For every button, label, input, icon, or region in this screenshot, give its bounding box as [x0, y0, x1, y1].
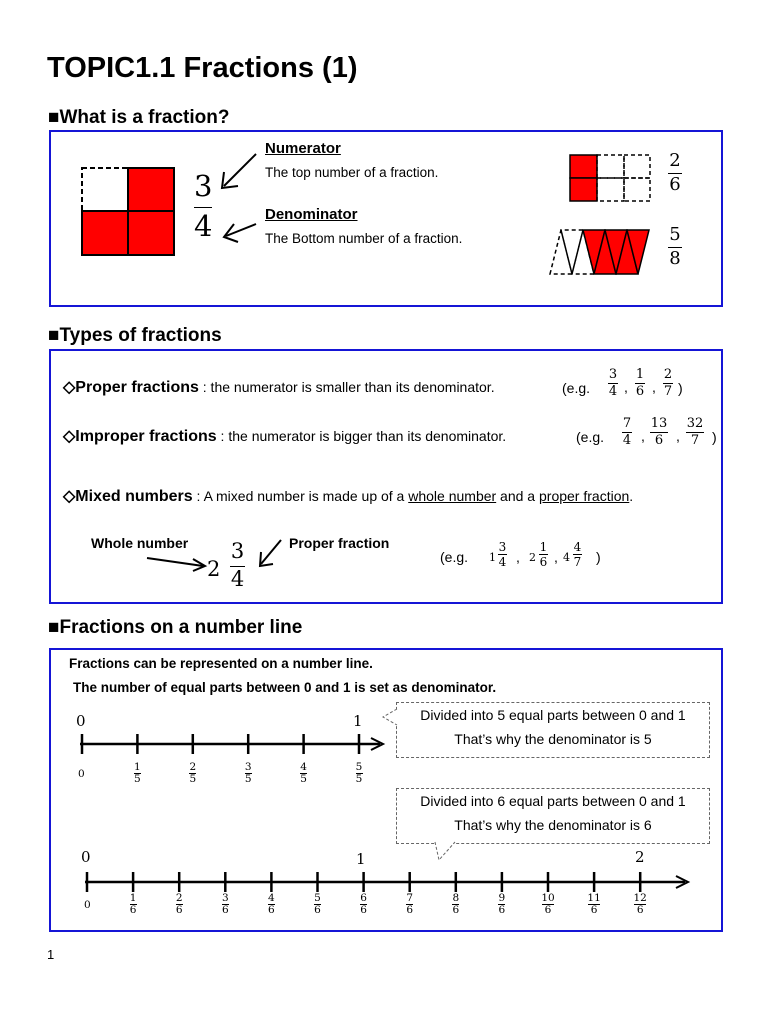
section-heading-types: ■Types of fractions — [48, 325, 222, 346]
tick-label: 2 5 — [189, 761, 197, 786]
mixed-example-whole: 2 — [207, 557, 221, 581]
eighths-triangle-diagram — [548, 228, 660, 276]
callout-sixths: Divided into 6 equal parts between 0 and 1 That’s why the denominator is 6 — [396, 788, 710, 844]
section-heading-numberline: ■Fractions on a number line — [48, 617, 303, 638]
tick-label: 11 6 — [587, 892, 601, 917]
mixed-example-fraction: 3 4 — [230, 539, 245, 591]
types-of-fractions-box: ◇Proper fractions : the numerator is smaller than its denominator. (e.g. 3 4 , 1 6 , 2 7 ) ◇Improper fractions : the numerator is bigger than its denominator. (e.g. 7 4 , 13 6 , 32 7 ) ◇Mixed numbers : A mixed number is made up of a whole number and a proper fraction. Whole number Proper fraction 2 3 4 (e.g. 1 3 4 , 2 1 6 , 4 4 7 ) — [49, 349, 723, 604]
denominator-definition: The Bottom number of a fraction. — [265, 231, 463, 246]
nl2-two-label: 2 — [635, 848, 645, 866]
tick-label: 4 5 — [300, 761, 307, 786]
quarter-grid-diagram — [81, 167, 177, 257]
tick-label: 9 6 — [498, 892, 506, 917]
improper-eg-label: (e.g. — [576, 429, 605, 445]
what-is-fraction-box — [49, 130, 723, 307]
callout-fifths-pointer — [381, 708, 399, 730]
nl2-one-label: 1 — [356, 850, 366, 868]
whole-number-term: whole number — [408, 488, 497, 504]
number-line-fifths — [76, 730, 388, 760]
whole-number-label: Whole number — [91, 535, 189, 551]
nl2-zero-label: 0 — [81, 848, 91, 866]
pointer-arrows — [216, 152, 266, 247]
tick-label: 8 6 — [452, 892, 460, 917]
improper-fractions-desc: : the numerator is bigger than its denominator. — [216, 428, 507, 444]
nl2-start-tick-label: 0 — [84, 899, 91, 911]
example-fraction-5-8: 5 8 — [669, 224, 681, 269]
callout-fifths: Divided into 5 equal parts between 0 and 1 That’s why the denominator is 5 — [396, 702, 710, 758]
main-fraction — [194, 169, 213, 243]
tick-label: 3 5 — [244, 761, 252, 786]
mixed-eg-1: 3 4 — [498, 540, 507, 569]
callout-sixths-pointer — [433, 840, 463, 864]
nl1-zero-label: 0 — [76, 712, 86, 730]
denominator-term: Denominator — [265, 206, 358, 223]
proper-example-1: 3 4 — [608, 367, 618, 399]
denominator-value: 4 — [194, 209, 213, 243]
numberline-intro-1: Fractions can be represented on a number line. — [69, 656, 373, 671]
tick-label: 6 6 — [360, 892, 367, 917]
tick-label: 4 6 — [268, 892, 275, 917]
improper-example-1: 7 4 — [622, 416, 632, 448]
page-title: TOPIC1.1 Fractions (1) — [47, 52, 358, 84]
proper-fraction-label: Proper fraction — [289, 535, 390, 551]
tick-label: 7 6 — [406, 892, 414, 917]
mixed-eg-2: 1 6 — [539, 540, 548, 569]
improper-fractions-row — [63, 426, 506, 446]
page-number: 1 — [47, 947, 55, 962]
section-heading-what: ■What is a fraction? — [48, 107, 230, 128]
tick-label: 2 6 — [175, 892, 183, 917]
example-fraction-2-6: 2 6 — [669, 150, 681, 195]
improper-example-3: 32 7 — [686, 416, 704, 448]
nl1-one-label: 1 — [353, 712, 363, 730]
proper-fraction-term: proper fraction — [539, 488, 630, 504]
tick-label: 5 5 — [355, 761, 363, 786]
mixed-numbers-row: ◇Mixed numbers : A mixed number is made up of a whole number and a proper fraction. — [63, 488, 634, 505]
tick-label: 1 6 — [129, 892, 137, 917]
nl1-start-tick-label: 0 — [78, 768, 85, 780]
proper-example-3: 2 7 — [663, 367, 673, 399]
mixed-eg-label: (e.g. — [440, 549, 469, 565]
improper-fractions-term: ◇Improper fractions — [63, 428, 217, 445]
sixths-diagram — [568, 153, 653, 205]
numerator-term: Numerator — [265, 140, 341, 157]
tick-label: 1 5 — [134, 761, 141, 786]
proper-fractions-row — [63, 377, 495, 397]
tick-label: 12 6 — [633, 892, 647, 917]
proper-eg-label: (e.g. — [562, 380, 591, 396]
tick-label: 10 6 — [541, 892, 555, 917]
numberline-intro-2: The number of equal parts between 0 and 1 is set as denominator. — [73, 680, 497, 695]
tick-label: 5 6 — [314, 892, 321, 917]
mixed-eg-3: 4 7 — [573, 540, 582, 569]
proper-fractions-term: ◇Proper fractions — [63, 379, 199, 396]
number-line-box — [49, 648, 723, 932]
numerator-value: 3 — [194, 169, 213, 203]
proper-example-2: 1 6 — [635, 367, 645, 399]
proper-fractions-desc: : the numerator is smaller than its denominator. — [198, 379, 495, 395]
numerator-definition: The top number of a fraction. — [265, 165, 439, 180]
tick-label: 3 6 — [221, 892, 229, 917]
mixed-numbers-term: ◇Mixed numbers — [63, 488, 193, 505]
improper-example-2: 13 6 — [650, 416, 668, 448]
